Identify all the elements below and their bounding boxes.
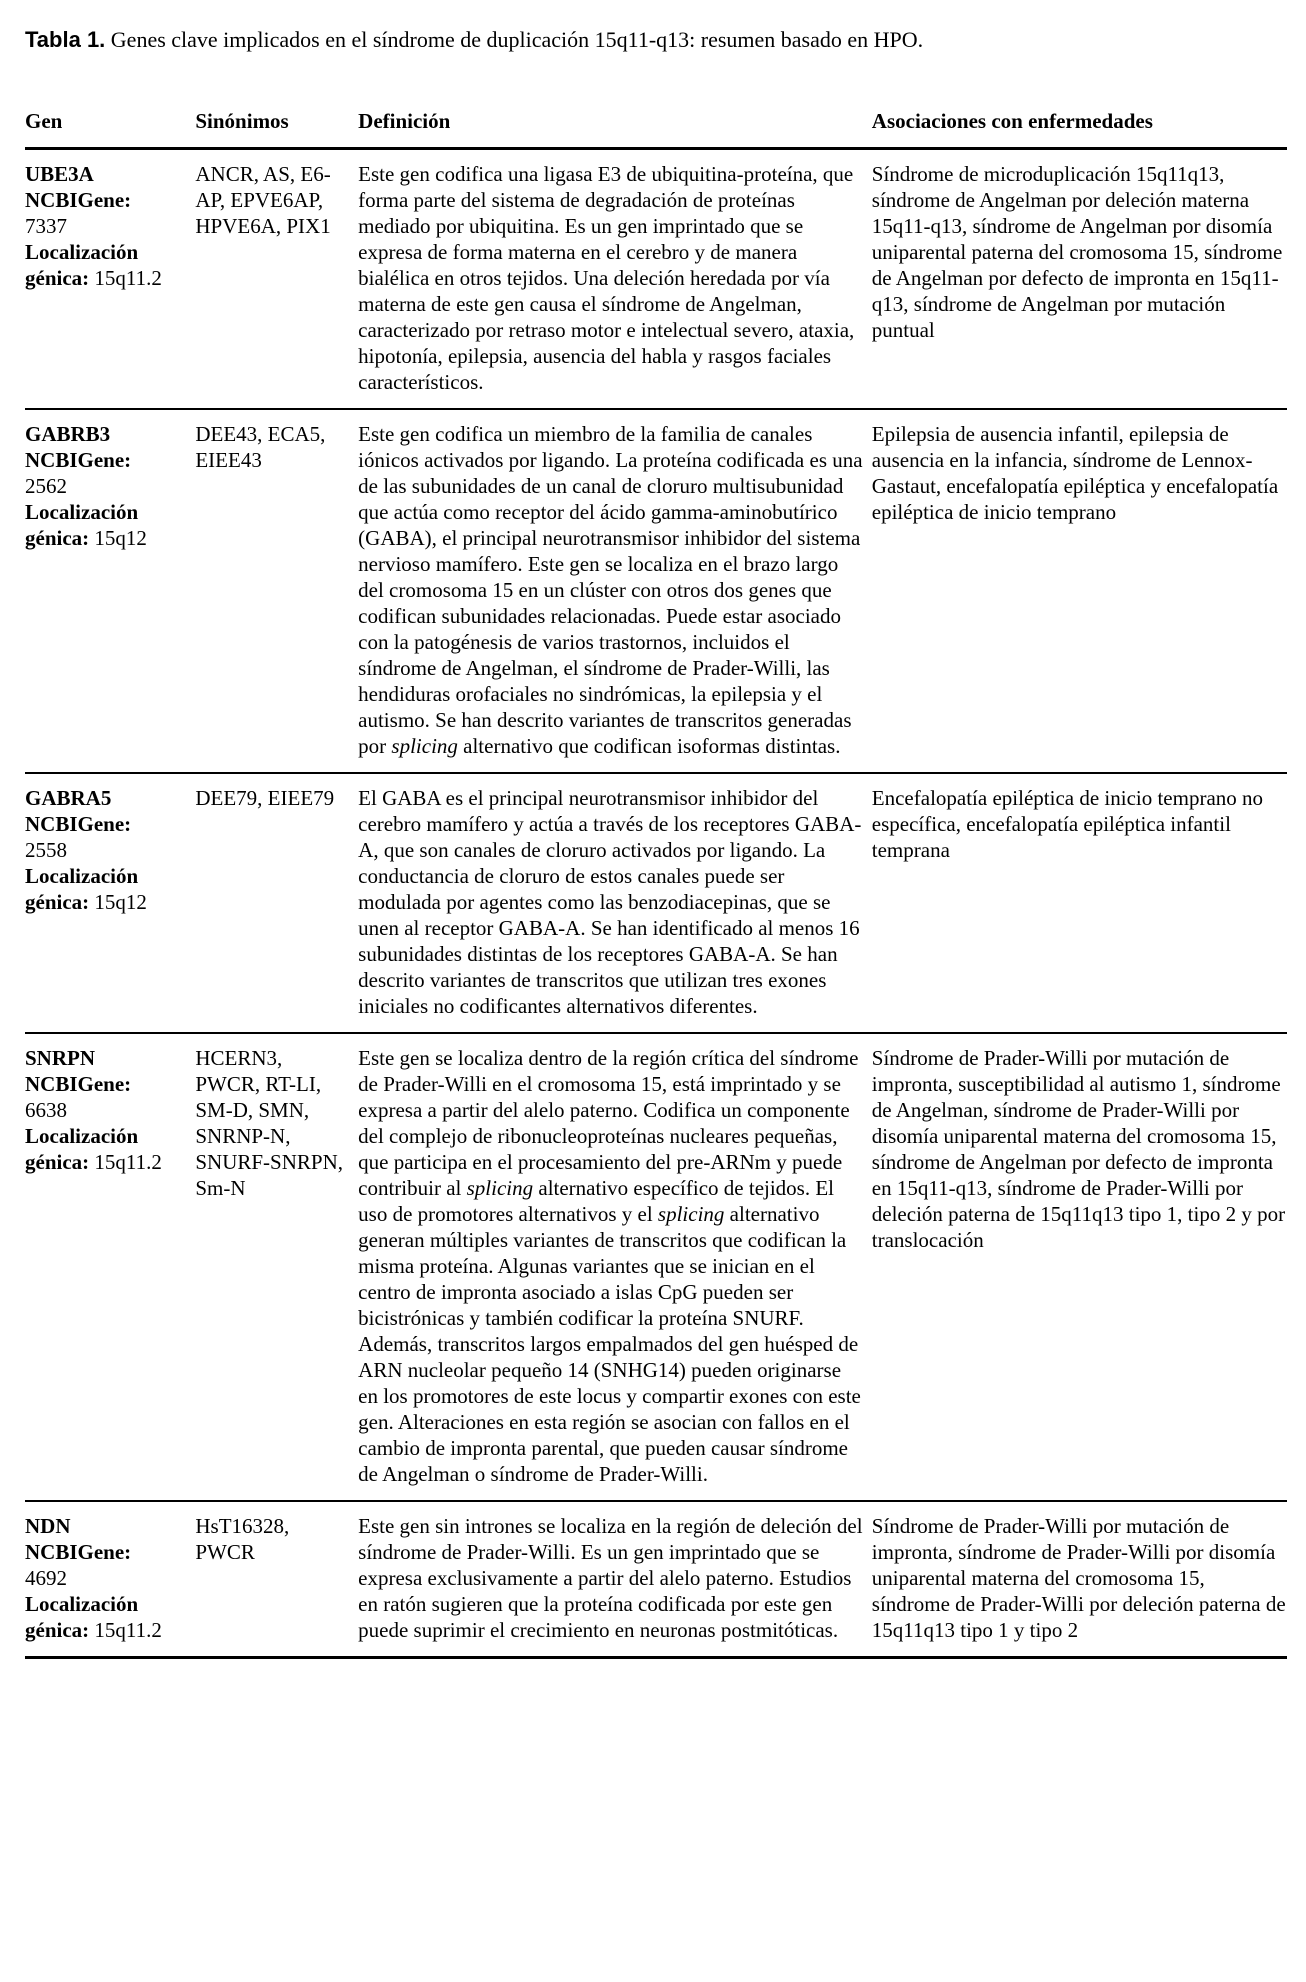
location-label: Localización génica:	[25, 240, 139, 290]
synonyms-cell: HCERN3, PWCR, RT-LI, SM-D, SMN, SNRNP-N, SNURF-SNRPN, Sm-N	[195, 1046, 343, 1200]
genes-table	[25, 109, 1287, 1659]
definition-cell: Este gen sin intrones se localiza en la región de deleción del síndrome de Prader-Willi. Es un gen imprintado que se expresa exclusivamente a partir del alelo paterno. Estudios en ratón sugieren que la proteína codificada por este gen puede suprimir el crecimiento en neuronas postmitóticas.	[358, 1514, 863, 1642]
location-value: 15q12	[94, 890, 147, 914]
gene-cell	[25, 1033, 195, 1501]
location-value: 15q11.2	[94, 1150, 162, 1174]
gene-location	[25, 499, 187, 551]
col-header-asociaciones: Asociaciones con enfermedades	[872, 109, 1287, 149]
gene-symbol: GABRB3	[25, 422, 111, 446]
gene-symbol: UBE3A	[25, 162, 94, 186]
associations-cell: Epilepsia de ausencia infantil, epilepsia de ausencia en la infancia, síndrome de Lennox-Gastaut, encefalopatía epiléptica y encefalopatía epiléptica de inicio temprano	[871, 422, 1279, 524]
location-label: Localización génica:	[25, 1124, 139, 1174]
gene-row-snrpn	[25, 1033, 1287, 1501]
gene-cell	[25, 149, 195, 410]
gene-symbol: GABRA5	[25, 786, 112, 810]
gene-cell	[25, 773, 195, 1033]
gene-row-ndn	[25, 1501, 1287, 1658]
associations-cell: Encefalopatía epiléptica de inicio temprano no específica, encefalopatía epiléptica infantil temprana	[871, 786, 1264, 862]
location-value: 15q11.2	[94, 1618, 162, 1642]
header-row	[25, 109, 1287, 149]
ncbi-gene-id: 2558	[25, 838, 67, 862]
definition-cell: Este gen se localiza dentro de la región crítica del síndrome de Prader-Willi en el cromosoma 15, está imprintado y se expresa a partir del alelo paterno. Codifica un componente del complejo de ribonucleoproteínas nucleares pequeñas, que participa en el procesamiento del pre-ARNm y puede contribuir al splicing alternativo específico de tejidos. El uso de promotores alternativos y el splicing alternativo generan múltiples variantes de transcritos que codifican la misma proteína. Algunas variantes que se inician en el centro de impronta asociado a islas CpG pueden ser bicistrónicas y también codificar la proteína SNURF. Además, transcritos largos empalmados del gen huésped de ARN nucleolar pequeño 14 (SNHG14) pueden originarse en los promotores de este locus y compartir exones con este gen. Alteraciones en esta región se asocian con fallos en el cambio de impronta parental, que pueden causar síndrome de Angelman o síndrome de Prader-Willi.	[358, 1046, 861, 1486]
ncbi-gene-label: NCBIGene:	[25, 1072, 132, 1096]
gene-location	[25, 1591, 187, 1643]
ncbi-gene-label: NCBIGene:	[25, 188, 132, 212]
location-label: Localización génica:	[25, 1592, 139, 1642]
location-value: 15q12	[94, 526, 147, 550]
ncbi-gene-id: 2562	[25, 474, 67, 498]
gene-symbol: SNRPN	[25, 1046, 96, 1070]
definition-cell: Este gen codifica una ligasa E3 de ubiquitina-proteína, que forma parte del sistema de degradación de proteínas mediado por ubiquitina. Es un gen imprintado que se expresa de forma materna en el cerebro y de manera bialélica en otros tejidos. Una deleción heredada por vía materna de este gen causa el síndrome de Angelman, caracterizado por retraso motor e intelectual severo, ataxia, hipotonía, epilepsia, ausencia del habla y rasgos faciales característicos.	[358, 162, 855, 394]
synonyms-cell: DEE79, EIEE79	[195, 786, 335, 810]
synonyms-cell: DEE43, ECA5, EIEE43	[195, 422, 326, 472]
location-value: 15q11.2	[94, 266, 162, 290]
associations-cell: Síndrome de Prader-Willi por mutación de impronta, síndrome de Prader-Willi por disomía uniparental materna del cromosoma 15, síndrome de Prader-Willi por deleción paterna de 15q11q13 tipo 1 y tipo 2	[871, 1514, 1286, 1642]
associations-cell: Síndrome de Prader-Willi por mutación de impronta, susceptibilidad al autismo 1, síndrome de Angelman, síndrome de Prader-Willi por disomía uniparental materna del cromosoma 15, síndrome de Angelman por defecto de impronta en 15q11-q13, síndrome de Prader-Willi por deleción paterna de 15q11q13 tipo 1, tipo 2 y por translocación	[871, 1046, 1286, 1252]
gene-row-gabra5	[25, 773, 1287, 1033]
gene-cell	[25, 409, 195, 773]
definition-cell: Este gen codifica un miembro de la familia de canales iónicos activados por ligando. La proteína codificada es una de las subunidades de un canal de cloruro multisubunidad que actúa como receptor del ácido gamma-aminobutírico (GABA), el principal neurotransmisor inhibidor del sistema nervioso mamífero. Este gen se localiza en el brazo largo del cromosoma 15 en un clúster con otros dos genes que codifican subunidades relacionadas. Puede estar asociado con la patogénesis de varios trastornos, incluidos el síndrome de Angelman, el síndrome de Prader-Willi, las hendiduras orofaciales no sindrómicas, la epilepsia y el autismo. Se han descrito variantes de transcritos generadas por splicing alternativo que codifican isoformas distintas.	[358, 422, 863, 758]
col-header-sinonimos: Sinónimos	[195, 109, 358, 149]
synonyms-cell: HsT16328, PWCR	[195, 1514, 290, 1564]
gene-location	[25, 863, 187, 915]
location-label: Localización génica:	[25, 864, 139, 914]
ncbi-gene-id: 6638	[25, 1098, 67, 1122]
gene-cell	[25, 1501, 195, 1658]
gene-location	[25, 1123, 187, 1175]
gene-row-ube3a	[25, 149, 1287, 410]
col-header-gen: Gen	[25, 109, 195, 149]
associations-cell: Síndrome de microduplicación 15q11q13, síndrome de Angelman por deleción materna 15q11-q13, síndrome de Angelman por disomía uniparental paterna del cromosoma 15, síndrome de Angelman por defecto de impronta en 15q11-q13, síndrome de Angelman por mutación puntual	[871, 162, 1283, 342]
gene-row-gabrb3	[25, 409, 1287, 773]
caption-text: Genes clave implicados en el síndrome de duplicación 15q11-q13: resumen basado en HPO.	[110, 27, 924, 52]
gene-location	[25, 239, 187, 291]
ncbi-gene-id: 4692	[25, 1566, 67, 1590]
location-label: Localización génica:	[25, 500, 139, 550]
ncbi-gene-label: NCBIGene:	[25, 812, 132, 836]
ncbi-gene-id: 7337	[25, 214, 67, 238]
ncbi-gene-label: NCBIGene:	[25, 448, 132, 472]
synonyms-cell: ANCR, AS, E6-AP, EPVE6AP, HPVE6A, PIX1	[195, 162, 331, 238]
ncbi-gene-label: NCBIGene:	[25, 1540, 132, 1564]
definition-cell: El GABA es el principal neurotransmisor inhibidor del cerebro mamífero y actúa a través de los receptores GABA-A, que son canales de cloruro activados por ligando. La conductancia de cloruro de estos canales puede ser modulada por agentes como las benzodiacepinas, que se unen al receptor GABA-A. Se han identificado al menos 16 subunidades distintas de los receptores GABA-A. Se han descrito variantes de transcritos que utilizan tres exones iniciales no codificantes alternativos diferentes.	[358, 786, 862, 1018]
gene-symbol: NDN	[25, 1514, 71, 1538]
table-caption	[25, 26, 1287, 53]
col-header-definicion: Definición	[358, 109, 872, 149]
caption-label: Tabla 1.	[25, 27, 106, 52]
